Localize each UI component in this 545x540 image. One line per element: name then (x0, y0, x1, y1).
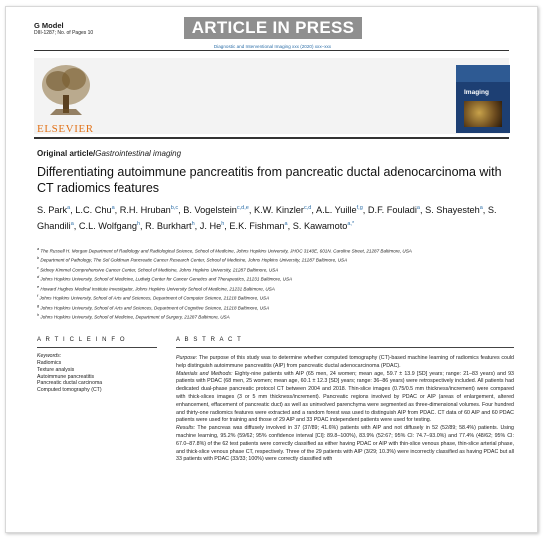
keywords-label: Keywords: (37, 353, 62, 359)
author-affiliation-marker[interactable]: h (136, 220, 141, 227)
author-affiliation-marker[interactable]: a (111, 205, 115, 211)
abstract-methods (176, 371, 514, 426)
author-affiliation-marker[interactable]: h (191, 220, 195, 227)
author-name[interactable]: A.L. Yuille (315, 205, 357, 216)
journal-cover-thumbnail (456, 65, 510, 133)
author-affiliation-marker[interactable]: a (284, 220, 288, 227)
keyword-item: Pancreatic ductal carcinoma (37, 380, 103, 387)
article-info-heading: A R T I C L E I N F O (37, 337, 157, 348)
gmodel-label: G Model (34, 21, 64, 30)
elsevier-tree-logo (36, 59, 96, 123)
keyword-item: Texture analysis (37, 366, 75, 373)
author-affiliation-marker[interactable]: h (221, 220, 225, 227)
results-text: The pancreas was diffusely involved in 37 (37/89; 41.6%) patients with AIP and not diffusely in 52 (52/89; 58.4%) patients. Using machine learning, 95.2% (59/62; 95% confidence interval [CI]: 89.8–100%), 83.9% (52:67; 95% CI: 74.7–93.0%) and 77.4% (48/62; 95% CI: 67.0–87.8%) of the 62 test patients were correctly classified as either having PDAC or AIP with thin-slice venous phase, thin-slice arterial phase, and thick-slice venous phase CT, respectively. Three of the 29 patients with AIP (3/29; 10.3%) were incorrectly classified as having PDAC but all 33 patients with PDAC (33/33; 100%) were correctly classified with (176, 425, 514, 463)
cover-image (464, 101, 502, 127)
abstract-heading: A B S T R A C T (176, 337, 514, 348)
affiliation-item (37, 293, 512, 302)
author-name[interactable]: S. Shayesteh (425, 205, 480, 216)
cover-band (456, 65, 510, 82)
affiliation-item (37, 255, 512, 264)
author-affiliation-marker[interactable]: f,g (356, 205, 363, 211)
author-name[interactable]: S. Ghandili (37, 205, 497, 231)
abstract-body (176, 355, 514, 464)
affiliation-text: Johns Hopkins University, School of Arts and Sciences, Department of Computer Science, 21218 Baltimore, USA (38, 295, 270, 301)
keyword-list (37, 360, 102, 394)
author-affiliation-marker[interactable]: c,d (303, 205, 312, 211)
author-name[interactable]: D.F. Fouladi (367, 205, 417, 216)
author-affiliation-marker[interactable]: a,* (347, 220, 355, 227)
author-name[interactable]: J. He (199, 220, 222, 231)
journal-header-box (34, 58, 509, 134)
affiliation-text: Howard Hughes Medical Institute Investigator, Johns Hopkins University School of Medicine, 21231 Baltimore, USA (39, 286, 275, 292)
affiliation-item (37, 246, 512, 255)
article-title: Differentiating autoimmune pancreatitis from pancreatic ductal adenocarcinoma with CT radiomics features (37, 165, 502, 195)
cover-title: Imaging (464, 89, 489, 96)
affiliation-item (37, 303, 512, 312)
author-affiliation-marker[interactable]: b,c (170, 205, 179, 211)
abstract-results (176, 425, 514, 464)
affiliation-item (37, 274, 512, 283)
author-name[interactable]: S. Park (37, 205, 68, 216)
affiliation-text: Johns Hopkins University, School of Arts and Sciences, Department of Cognitive Science, 21218 Baltimore, USA (39, 305, 270, 311)
header-top-rule (34, 50, 509, 51)
affiliation-text: Johns Hopkins University, School of Medicine, Department of Surgery, 21287 Baltimore, USA (39, 314, 230, 320)
author-list: S. Park$^a$, L.C. Chu$^a$, R.H. Hruban$^{b,c}$, B. Vogelstein$^{c,d,e}$, K.W. Kinzler$^{c,d}$, A.L. Yuille$^{f,g}$, D.F. Fouladi$^a$, S. Shayesteh$^a$, S. Ghandili$^a$, C.L. Wolfgang$^h$, R. Burkhart$^h$, J. He$^h$, E.K. Fishman$^a$, S. Kawamoto$^{a,*}$ (37, 205, 497, 231)
affiliation-text: The Russell H. Morgan Department of Radiology and Radiological Science, School of Medicine, Johns Hopkins University, JHOC 3140E, 601N. Caroline Street, 21287 Baltimore, USA (39, 248, 412, 254)
affiliation-marker: a (37, 247, 40, 251)
author-affiliation-marker[interactable]: c,d,e (236, 205, 249, 211)
affiliation-item (37, 265, 512, 274)
keyword-item: Radiomics (37, 360, 62, 366)
affiliation-list (37, 246, 512, 322)
methods-text: Eighty-nine patients with AIP (65 men, 24 women; mean age, 59.7 ± 13.9 [SD] years; range: 21–83 years) and 93 patients with PDAC (68 men, 25 women; mean age, 60.1 ± 12.3 [SD] years; range: 36–86 years) were retrospectively included. All patients had dedicated dual-phase pancreatic protocol CT between 2004 and 2018. Thin-slice images (0.75/0.5 mm thickness/increment) were compared with thick-slices images (3 or 5 mm thickness/increment). Pancreatic regions involved by PDAC or AIP (areas of enlargement, altered enhancement, effacement of pancreatic duct) as well as uninvolved parenchyma were segmented as three-dimensional volumes. Four hundred and thirty-one radiomics features were extracted and a random forest was used to distinguish AIP from PDAC. CT data of 60 AIP and 60 PDAC patients were used for training and those of 29 AIP and 33 PDAC independent patients were used for testing. (176, 370, 514, 424)
author-affiliation-marker[interactable]: a (70, 220, 74, 227)
affiliation-text: Johns Hopkins University, School of Medicine, Ludwig Center for Cancer Genetics and Therapeutics, 21231 Baltimore, USA (39, 276, 293, 282)
affiliation-marker: c (37, 265, 39, 270)
abstract-purpose (176, 355, 514, 371)
header-bottom-rule (34, 137, 509, 139)
purpose-label: Purpose: (176, 355, 198, 361)
article-page (5, 6, 538, 533)
author-affiliation-marker[interactable]: a (67, 205, 71, 211)
results-label: Results: (176, 425, 196, 432)
article-type-section: Gastrointestinal imaging (95, 149, 182, 158)
author-name[interactable]: K.W. Kinzler (253, 205, 304, 216)
affiliation-item (37, 284, 512, 293)
affiliation-text: Sidney Kimmel Comprehensive Cancer Center, School of Medicine, Johns Hopkins University, 21287 Baltimore, USA (38, 267, 279, 273)
affiliation-item (37, 312, 512, 321)
affiliation-marker: d (37, 275, 40, 280)
author-name[interactable]: R. Burkhart (145, 220, 192, 231)
purpose-text: The purpose of this study was to determine whether computed tomography (CT)-based machine learning of radiomics features could help distinguish autoimmune pancreatitis (AIP) from pancreatic ductal adenocarcinoma (PDAC). (176, 355, 514, 369)
journal-reference-link[interactable]: Diagnostic and Interventional Imaging xxx (2020) xxx–xxx (213, 44, 332, 49)
author-name[interactable]: C.L. Wolfgang (78, 220, 137, 231)
author-name[interactable]: L.C. Chu (75, 205, 112, 216)
keyword-item: Computed tomography (CT) (37, 387, 102, 394)
author-name[interactable]: S. Kawamoto (292, 220, 348, 231)
affiliation-marker: b (37, 256, 40, 261)
article-type (37, 149, 181, 158)
affiliation-marker: f (37, 294, 39, 299)
author-name[interactable]: R.H. Hruban (119, 205, 171, 216)
keyword-item: Autoimmune pancreatitis (37, 373, 95, 380)
affiliation-marker: e (37, 284, 40, 289)
author-name[interactable]: B. Vogelstein (183, 205, 237, 216)
publisher-name: ELSEVIER (37, 123, 94, 135)
author-affiliation-marker[interactable]: a (416, 205, 420, 211)
article-in-press-banner: ARTICLE IN PRESS (184, 17, 362, 39)
author-affiliation-marker[interactable]: a (479, 205, 483, 211)
manuscript-id: DIII-1287; No. of Pages 10 (34, 30, 94, 36)
methods-label: Materials and Methods: (176, 370, 233, 377)
affiliation-text: Department of Pathology, The Sol Goldman Pancreatic Cancer Research Center, School of Medicine, Johns Hopkins University, 21287 Baltimore, USA (39, 257, 348, 263)
author-name[interactable]: E.K. Fishman (229, 220, 285, 231)
affiliation-marker: g (37, 303, 40, 308)
article-type-prefix: Original article/ (37, 149, 96, 158)
affiliation-marker: h (37, 313, 40, 318)
